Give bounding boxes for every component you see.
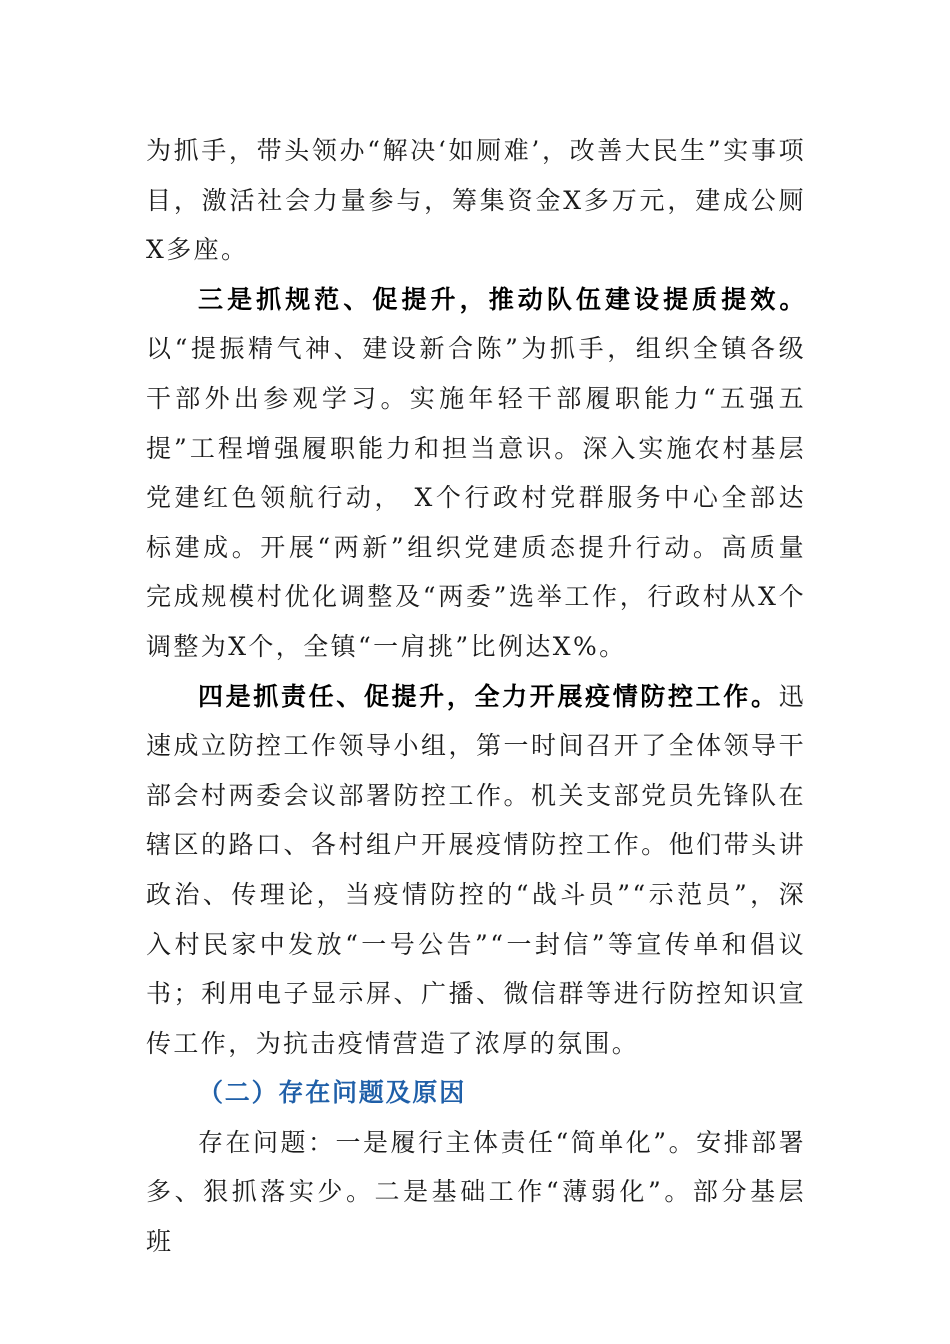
- paragraph-epidemic-control: [146, 672, 806, 1069]
- paragraph-body-team-building: 以“提振精气神、建设新合陈”为抓手，组织全镇各级干部外出参观学习。实施年轻干部履职能力“五强五提”工程增强履职能力和担当意识。深入实施农村基层党建红色领航行动， X个行政村党群服务中心全部达标建成。开展“两新”组织党建质态提升行动。高质量完成规模村优化调整及“两委”选举工作，行政村从X个调整为X个，全镇“一肩挑”比例达X%。: [146, 334, 806, 661]
- document-body: [146, 126, 806, 1267]
- paragraph-team-building: [146, 275, 806, 672]
- paragraph-problems: 存在问题：一是履行主体责任“简单化”。安排部署多、狠抓落实少。二是基础工作“薄弱化”。部分基层班: [146, 1127, 806, 1257]
- paragraph-lead-team-building: 三是抓规范、促提升，推动队伍建设提质提效。: [198, 284, 806, 314]
- section-heading-problems: （二）存在问题及原因: [198, 1078, 467, 1108]
- paragraph-lead-epidemic-control: 四是抓责任、促提升，全力开展疫情防控工作。: [198, 681, 779, 711]
- paragraph-body-epidemic-control: 迅速成立防控工作领导小组，第一时间召开了全体领导干部会村两委会议部署防控工作。机关支部党员先锋队在辖区的路口、各村组户开展疫情防控工作。他们带头讲政治、传理论，当疫情防控的“战斗员”“示范员”，深入村民家中发放“一号公告”“一封信”等宣传单和倡议书；利用电子显示屏、广播、微信群等进行防控知识宣传工作，为抗击疫情营造了浓厚的氛围。: [146, 681, 806, 1058]
- paragraph-continuation: 为抓手，带头领办“解决‘如厕难’，改善大民生”实事项目，激活社会力量参与，筹集资金X多万元，建成公厕X多座。: [146, 136, 806, 265]
